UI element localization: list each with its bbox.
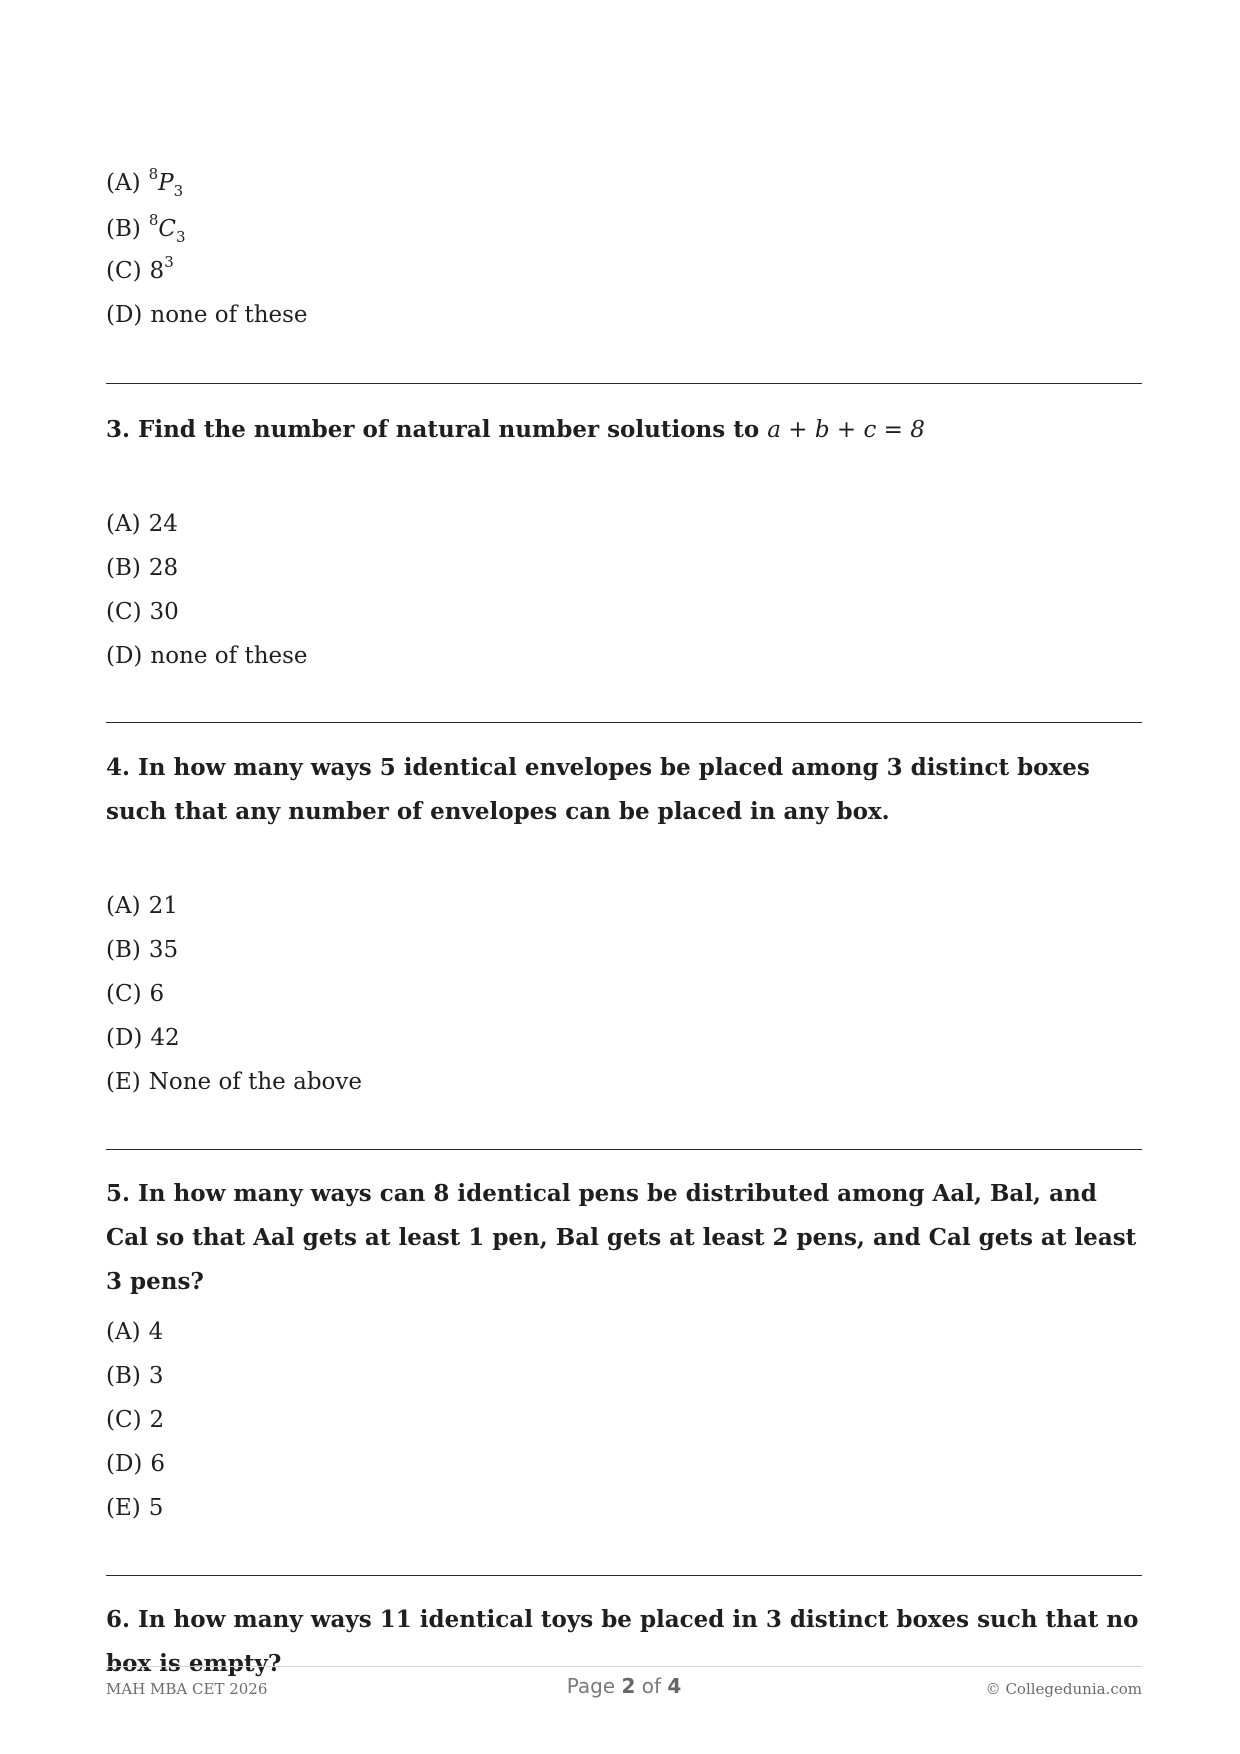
q2-option-a: (A) $^8P_3$ bbox=[106, 165, 184, 200]
q4-option-c: (C) 6 bbox=[106, 981, 165, 1007]
question-6: 6. In how many ways 11 identical toys be placed in 3 distinct boxes such that no box is empty? bbox=[106, 1606, 1139, 1677]
page-footer bbox=[106, 1672, 1142, 1704]
question-3: 3. Find the number of natural number solutions to a + b + c = 8 bbox=[106, 416, 925, 443]
divider bbox=[106, 383, 1142, 384]
q4-option-d: (D) 42 bbox=[106, 1025, 180, 1051]
q2-option-b: (B) $^8C_3$ bbox=[106, 211, 186, 246]
footer-divider bbox=[106, 1666, 1142, 1667]
q5-option-c: (C) 2 bbox=[106, 1407, 165, 1433]
q3-option-b: (B) 28 bbox=[106, 555, 179, 581]
q4-option-a: (A) 21 bbox=[106, 893, 178, 919]
q4-option-b: (B) 35 bbox=[106, 937, 179, 963]
q3-option-d: (D) none of these bbox=[106, 643, 308, 669]
q5-option-b: (B) 3 bbox=[106, 1363, 164, 1389]
question-5: 5. In how many ways can 8 identical pens be distributed among Aal, Bal, and Cal so that Aal gets at least 1 pen, Bal gets at least 2 pens, and Cal gets at least 3 pens? bbox=[106, 1180, 1137, 1295]
q5-option-e: (E) 5 bbox=[106, 1495, 164, 1521]
question-4: 4. In how many ways 5 identical envelopes be placed among 3 distinct boxes such that any number of envelopes can be placed in any box. bbox=[106, 754, 1090, 825]
q4-option-e: (E) None of the above bbox=[106, 1069, 362, 1095]
divider bbox=[106, 1149, 1142, 1150]
q3-option-a: (A) 24 bbox=[106, 511, 178, 537]
q5-option-d: (D) 6 bbox=[106, 1451, 166, 1477]
q5-option-a: (A) 4 bbox=[106, 1319, 164, 1345]
divider bbox=[106, 1575, 1142, 1576]
divider bbox=[106, 722, 1142, 723]
copyright: © Collegedunia.com bbox=[985, 1680, 1142, 1698]
q2-option-c: (C) $8^3$ bbox=[106, 253, 174, 284]
q3-option-c: (C) 30 bbox=[106, 599, 179, 625]
page-indicator: Page 2 of 4 bbox=[566, 1674, 682, 1698]
exam-name: MAH MBA CET 2026 bbox=[106, 1680, 268, 1698]
q2-option-d: (D) none of these bbox=[106, 302, 308, 328]
